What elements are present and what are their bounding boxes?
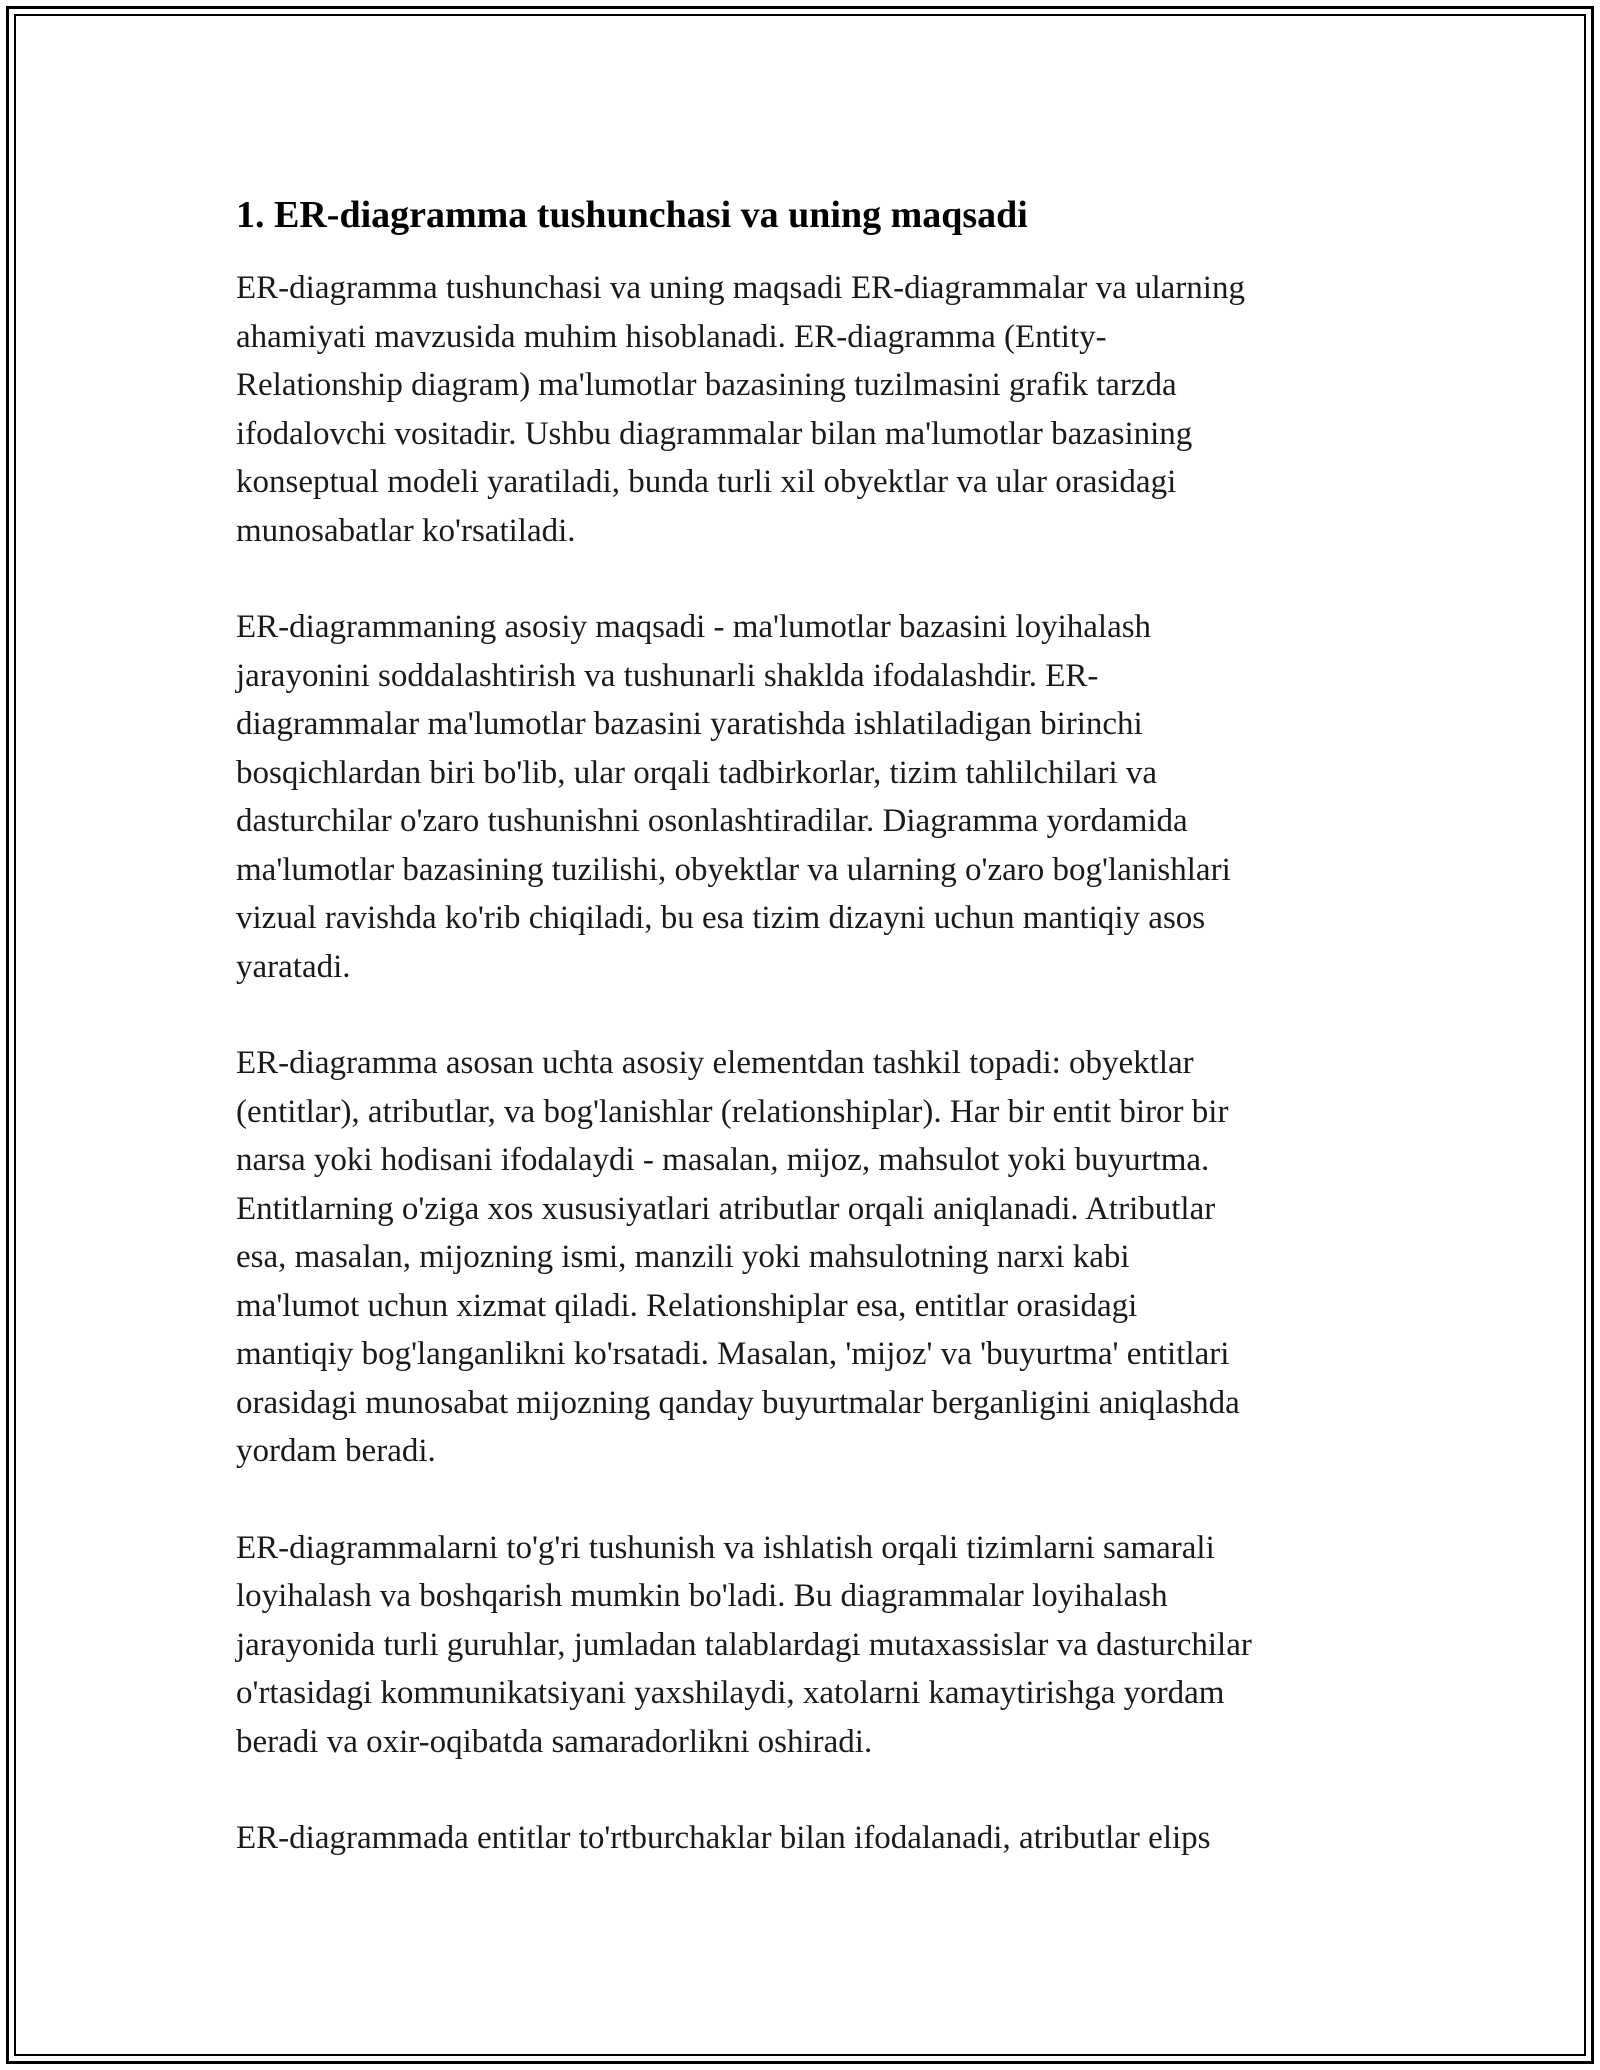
text-line: ER-diagrammada entitlar to'rtburchaklar bilan ifodalanadi, atributlar elips xyxy=(236,1820,1211,1856)
text-line: Entitlarning o'ziga xos xususiyatlari atributlar orqali aniqlanadi. Atributlar xyxy=(236,1190,1216,1227)
text-line: esa, masalan, mijozning ismi, manzili yoki mahsulotning narxi kabi xyxy=(236,1239,1130,1275)
paragraph-4 xyxy=(236,1524,1376,1767)
text-line: jarayonini soddalashtirish va tushunarli shaklda ifodalashdir. ER- xyxy=(236,657,1099,694)
text-line: ma'lumot uchun xizmat qiladi. Relationshiplar esa, entitlar orasidagi xyxy=(236,1287,1138,1324)
paragraph-2 xyxy=(236,603,1376,991)
text-line: beradi va oxir-oqibatda samaradorlikni oshiradi. xyxy=(236,1723,873,1760)
text-line: mantiqiy bog'langanlikni ko'rsatadi. Masalan, 'mijoz' va 'buyurtma' entitlari xyxy=(236,1336,1230,1372)
text-line: konseptual modeli yaratiladi, bunda turli xil obyektlar va ular orasidagi xyxy=(236,464,1177,500)
text-line: munosabatlar ko'rsatiladi. xyxy=(236,512,576,549)
text-line: yordam beradi. xyxy=(236,1433,436,1469)
text-line: jarayonida turli guruhlar, jumladan talablardagi mutaxassislar va dasturchilar xyxy=(236,1626,1252,1663)
text-line: orasidagi munosabat mijozning qanday buyurtmalar berganligini aniqlashda xyxy=(236,1384,1240,1421)
text-line: ER-diagrammaning asosiy maqsadi - ma'lumotlar bazasini loyihalash xyxy=(236,609,1152,645)
paragraph-3 xyxy=(236,1039,1376,1476)
text-line: ma'lumotlar bazasining tuzilishi, obyektlar va ularning o'zaro bog'lanishlari xyxy=(236,851,1231,888)
document-body xyxy=(236,188,1376,1911)
text-line: narsa yoki hodisani ifodalaydi - masalan, mijoz, mahsulot yoki buyurtma. xyxy=(236,1142,1210,1178)
text-line: ER-diagramma asosan uchta asosiy elementdan tashkil topadi: obyektlar xyxy=(236,1045,1194,1081)
text-line: ifodalovchi vositadir. Ushbu diagrammalar bilan ma'lumotlar bazasining xyxy=(236,415,1193,452)
text-line: bosqichlardan biri bo'lib, ular orqali tadbirkorlar, tizim tahlilchilari va xyxy=(236,754,1158,791)
section-heading: 1. ER-diagramma tushunchasi va uning maqsadi xyxy=(236,194,1028,236)
paragraph-1 xyxy=(236,264,1376,555)
text-line: ahamiyati mavzusida muhim hisoblanadi. ER-diagramma (Entity- xyxy=(236,318,1107,355)
text-line: o'rtasidagi kommunikatsiyani yaxshilaydi, xatolarni kamaytirishga yordam xyxy=(236,1675,1225,1711)
text-line: ER-diagramma tushunchasi va uning maqsadi ER-diagrammalar va ularning xyxy=(236,270,1245,306)
paragraph-5 xyxy=(236,1814,1376,1863)
text-line: dasturchilar o'zaro tushunishni osonlashtiradilar. Diagramma yordamida xyxy=(236,803,1188,839)
text-line: Relationship diagram) ma'lumotlar bazasining tuzilmasini grafik tarzda xyxy=(236,367,1177,403)
text-line: ER-diagrammalarni to'g'ri tushunish va ishlatish orqali tizimlarni samarali xyxy=(236,1529,1215,1566)
text-line: loyihalash va boshqarish mumkin bo'ladi. Bu diagrammalar loyihalash xyxy=(236,1578,1168,1614)
text-line: yaratadi. xyxy=(236,948,351,985)
text-line: vizual ravishda ko'rib chiqiladi, bu esa tizim dizayni uchun mantiqiy asos xyxy=(236,900,1206,936)
text-line: (entitlar), atributlar, va bog'lanishlar (relationshiplar). Har bir entit biror bir xyxy=(236,1093,1229,1130)
text-line: diagrammalar ma'lumotlar bazasini yaratishda ishlatiladigan birinchi xyxy=(236,706,1143,742)
